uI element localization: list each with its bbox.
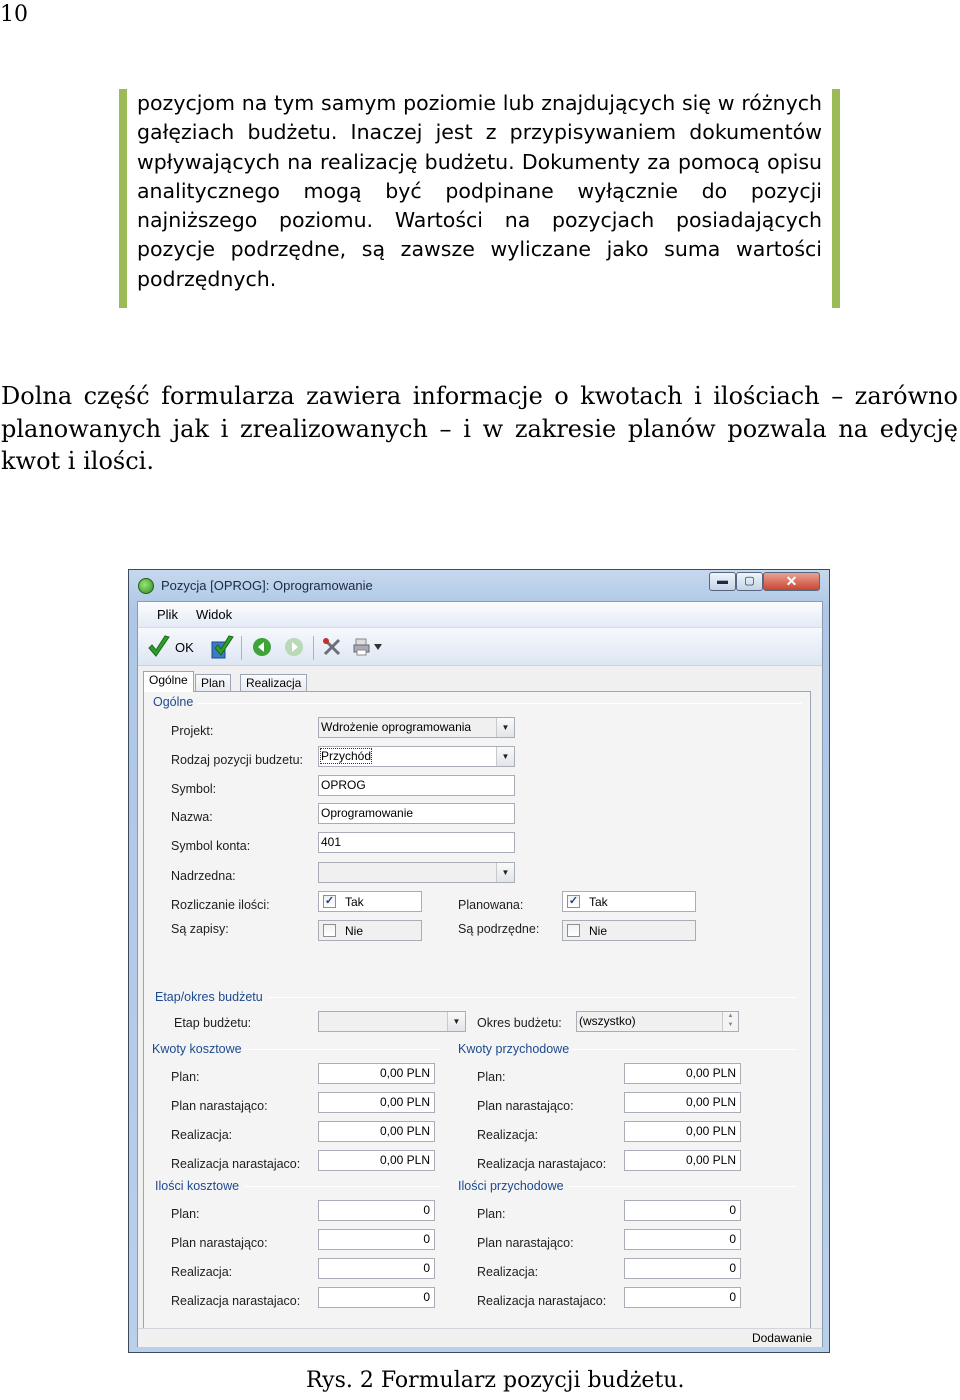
spinner-arrows-icon[interactable]: ▲ ▼ — [722, 1012, 738, 1031]
okres-input[interactable] — [576, 1011, 739, 1032]
label-etap: Etap budżetu: — [174, 1016, 252, 1030]
body-paragraph: Dolna część formularza zawiera informacje o kwotach i ilościach – zarówno planowanych jak i zrealizowanych – i w zakresie planów pozwala na edycję kwot i ilości. — [1, 382, 958, 475]
label-nazwa: Nazwa: — [171, 810, 213, 824]
label-ik-realizacja: Realizacja: — [171, 1265, 233, 1279]
status-text: Dodawanie — [751, 1331, 812, 1345]
menu-bar — [138, 602, 822, 628]
okres-value: (wszystko) — [579, 1014, 636, 1028]
window-client — [137, 601, 823, 1347]
label-ik-plan: Plan: — [171, 1207, 200, 1221]
label-kp-realizacja: Realizacja: — [477, 1128, 539, 1142]
zapisy-text: Nie — [345, 924, 364, 938]
label-ik-plan-narast: Plan narastająco: — [171, 1236, 268, 1250]
rodzaj-combo[interactable] — [318, 746, 515, 767]
chevron-down-icon[interactable]: ▼ — [496, 747, 514, 766]
toolbar-separator — [313, 636, 314, 660]
label-kk-realizacja-narast: Realizacja narastajaco: — [171, 1157, 301, 1171]
label-kk-plan-narast: Plan narastająco: — [171, 1099, 268, 1113]
ok-button-label[interactable]: OK — [175, 640, 194, 655]
close-button[interactable]: ✕ — [763, 572, 820, 591]
ik-plan-narast-input[interactable]: 0 — [318, 1229, 435, 1250]
planowana-checkbox[interactable] — [562, 891, 696, 912]
status-bar — [138, 1328, 822, 1347]
ik-plan-input[interactable]: 0 — [318, 1200, 435, 1221]
print-icon[interactable] — [352, 637, 372, 657]
app-icon — [138, 578, 154, 594]
label-rozliczanie: Rozliczanie ilości: — [171, 898, 270, 912]
page-number: 10 — [0, 2, 28, 27]
rozliczanie-text: Tak — [345, 895, 364, 909]
rozliczanie-checkbox[interactable] — [318, 891, 422, 912]
podrzedne-checkbox[interactable] — [562, 920, 696, 941]
nadrzedna-combo[interactable] — [318, 862, 515, 883]
label-planowana: Planowana: — [458, 898, 524, 912]
rodzaj-value: Przychód — [321, 749, 372, 763]
maximize-button[interactable]: ▢ — [736, 572, 763, 591]
kk-plan-input[interactable]: 0,00 PLN — [318, 1063, 435, 1084]
label-symbol: Symbol: — [171, 782, 217, 796]
tab-plan[interactable]: Plan — [195, 674, 231, 692]
chevron-down-icon[interactable] — [374, 644, 382, 650]
ip-realizacja-input[interactable]: 0 — [624, 1258, 741, 1279]
menu-plik[interactable]: Plik — [157, 607, 178, 622]
group-line — [267, 997, 797, 998]
label-kp-plan-narast: Plan narastająco: — [477, 1099, 574, 1113]
tab-panel-ogolne — [143, 691, 811, 1329]
label-projekt: Projekt: — [171, 724, 214, 738]
toolbar-separator — [241, 636, 242, 660]
tools-icon[interactable] — [322, 637, 342, 657]
label-ip-realizacja-narast: Realizacja narastajaco: — [477, 1294, 607, 1308]
label-kk-plan: Plan: — [171, 1070, 200, 1084]
note-text: pozycjom na tym samym poziomie lub znajdujących się w różnych gałęziach budżetu. Inaczej jest z przypisywaniem dokumentów wpływających na realizację budżetu. Dokumenty za pomocą opisu analitycznego mogą być podpinane wyłącznie do pozycji najniższego poziomu. Wartości na pozycjach posiadających pozycje podrzędne, są zawsze wyliczane jako suma wartości podrzędnych. — [137, 91, 822, 291]
label-ip-realizacja: Realizacja: — [477, 1265, 539, 1279]
ip-plan-input[interactable]: 0 — [624, 1200, 741, 1221]
ip-realizacja-narast-input[interactable]: 0 — [624, 1287, 741, 1308]
budget-item-window — [128, 569, 830, 1353]
menu-widok[interactable]: Widok — [196, 607, 233, 622]
forward-arrow-icon[interactable] — [284, 637, 304, 657]
title-bar[interactable] — [129, 570, 829, 600]
group-line — [571, 1049, 797, 1050]
projekt-combo[interactable] — [318, 717, 515, 738]
symbol-input[interactable]: OPROG — [318, 775, 515, 796]
ik-realizacja-input[interactable]: 0 — [318, 1258, 435, 1279]
group-line — [245, 1186, 441, 1187]
chevron-down-icon[interactable]: ▼ — [447, 1012, 465, 1031]
tab-ogolne[interactable]: Ogólne — [143, 671, 194, 692]
window-title: Pozycja [OPROG]: Oprogramowanie — [161, 578, 373, 593]
label-konto: Symbol konta: — [171, 839, 251, 853]
kk-realizacja-narast-input[interactable]: 0,00 PLN — [318, 1150, 435, 1171]
save-check-icon[interactable] — [211, 634, 235, 660]
tab-realizacja[interactable]: Realizacja — [240, 674, 307, 692]
group-line — [569, 1186, 797, 1187]
projekt-value: Wdrożenie oprogramowania — [321, 720, 472, 734]
group-etap: Etap/okres budżetu — [155, 990, 263, 1004]
kp-plan-input[interactable]: 0,00 PLN — [624, 1063, 741, 1084]
note-box — [119, 89, 840, 308]
kp-realizacja-narast-input[interactable]: 0,00 PLN — [624, 1150, 741, 1171]
label-kp-plan: Plan: — [477, 1070, 506, 1084]
figure-caption: Rys. 2 Formularz pozycji budżetu. — [306, 1368, 685, 1393]
checkbox-empty-icon[interactable] — [567, 924, 580, 937]
group-ilosci-przychodowe: Ilości przychodowe — [458, 1179, 564, 1193]
tab-strip — [138, 666, 822, 692]
toolbar — [138, 628, 822, 666]
label-ip-plan: Plan: — [477, 1207, 506, 1221]
checkmark-icon[interactable]: ✓ — [568, 895, 579, 907]
konto-input[interactable]: 401 — [318, 832, 515, 853]
group-kwoty-przychodowe: Kwoty przychodowe — [458, 1042, 570, 1056]
label-rodzaj: Rodzaj pozycji budzetu: — [171, 753, 304, 767]
label-zapisy: Są zapisy: — [171, 922, 229, 936]
minimize-button[interactable]: ▬ — [709, 572, 736, 591]
label-kp-realizacja-narast: Realizacja narastajaco: — [477, 1157, 607, 1171]
planowana-text: Tak — [589, 895, 608, 909]
label-ip-plan-narast: Plan narastająco: — [477, 1236, 574, 1250]
podrzedne-text: Nie — [589, 924, 608, 938]
kp-plan-narast-input[interactable]: 0,00 PLN — [624, 1092, 741, 1113]
label-nadrzedna: Nadrzedna: — [171, 869, 236, 883]
group-kwoty-kosztowe: Kwoty kosztowe — [152, 1042, 242, 1056]
kp-realizacja-input[interactable]: 0,00 PLN — [624, 1121, 741, 1142]
etap-combo[interactable] — [318, 1011, 466, 1032]
label-okres: Okres budżetu: — [477, 1016, 562, 1030]
group-line — [197, 703, 802, 704]
chevron-down-icon[interactable]: ▼ — [496, 863, 514, 882]
group-ilosci-kosztowe: Ilości kosztowe — [155, 1179, 240, 1193]
kk-plan-narast-input[interactable]: 0,00 PLN — [318, 1092, 435, 1113]
chevron-down-icon[interactable]: ▼ — [496, 718, 514, 737]
ik-realizacja-narast-input[interactable]: 0 — [318, 1287, 435, 1308]
back-arrow-icon[interactable] — [252, 637, 272, 657]
ok-check-icon[interactable] — [147, 634, 171, 660]
nazwa-input[interactable]: Oprogramowanie — [318, 803, 515, 824]
section-title-ogolne: Ogólne — [153, 695, 194, 709]
checkbox-empty-icon[interactable] — [323, 924, 336, 937]
label-kk-realizacja: Realizacja: — [171, 1128, 233, 1142]
group-line — [243, 1049, 441, 1050]
ip-plan-narast-input[interactable]: 0 — [624, 1229, 741, 1250]
zapisy-checkbox[interactable] — [318, 920, 422, 941]
checkmark-icon[interactable]: ✓ — [324, 895, 335, 907]
label-podrzedne: Są podrzędne: — [458, 922, 540, 936]
kk-realizacja-input[interactable]: 0,00 PLN — [318, 1121, 435, 1142]
label-ik-realizacja-narast: Realizacja narastajaco: — [171, 1294, 301, 1308]
